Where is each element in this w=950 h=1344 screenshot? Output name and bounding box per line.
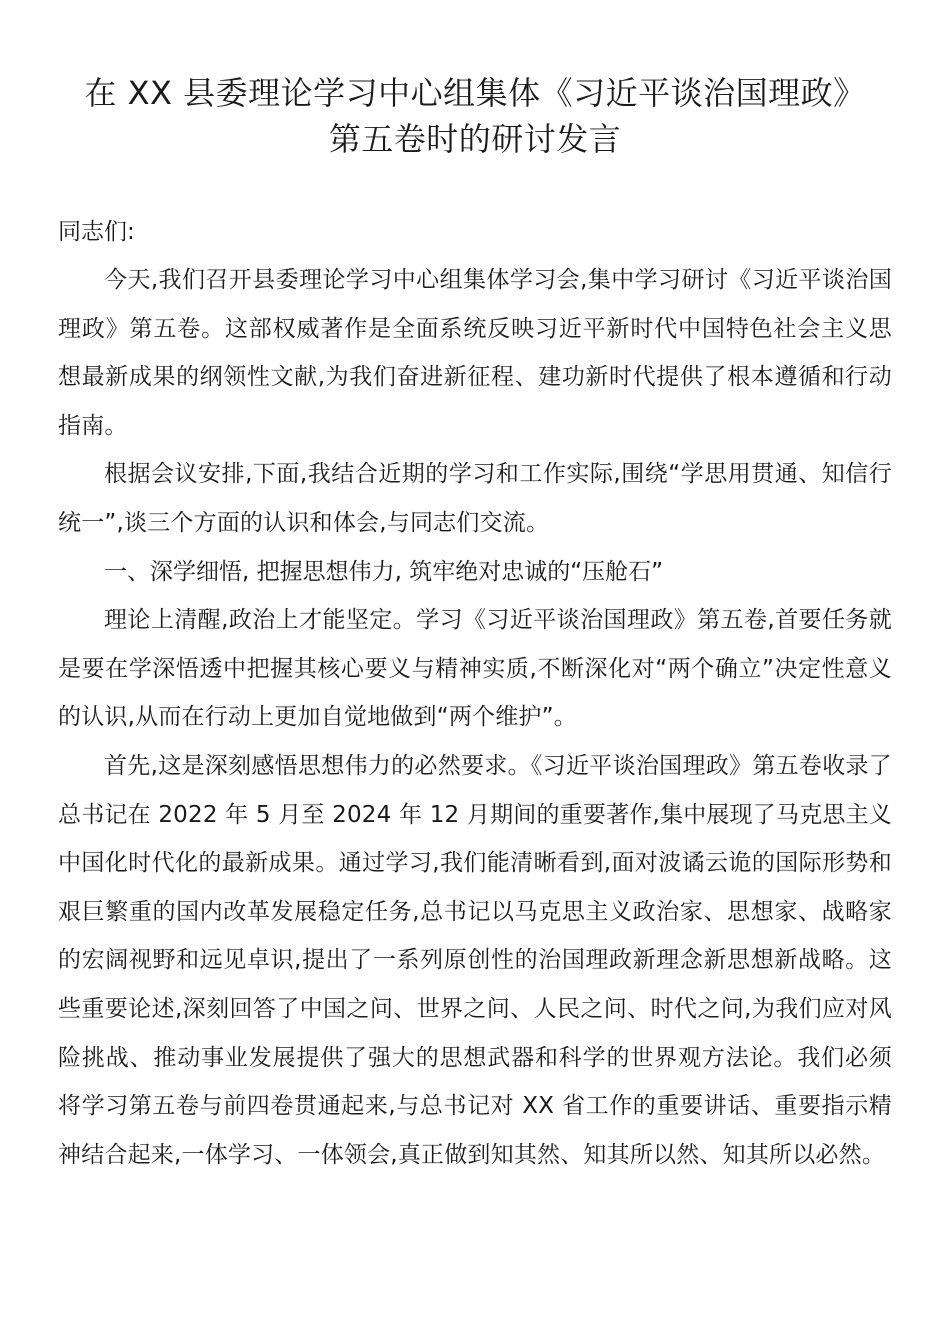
salutation: 同志们: — [58, 219, 135, 245]
section-paragraph-1: 理论上清醒,政治上才能坚定。学习《习近平谈治国理政》第五卷,首要任务就是要在学深悟透中把握其核心要义与精神实质,不断深化对“两个确立”决定性意义的认识,从而在行动上更加自觉地做到“两个维护”。 — [58, 607, 892, 731]
intro-paragraph-2: 根据会议安排,下面,我结合近期的学习和工作实际,围绕“学思用贯通、知信行统一”,谈三个方面的认识和体会,与同志们交流。 — [58, 461, 892, 536]
section-heading-1: 一、深学细悟, 把握思想伟力, 筑牢绝对忠诚的“压舱石” — [104, 558, 664, 585]
section-paragraph-2: 首先,这是深刻感悟思想伟力的必然要求。《习近平谈治国理政》第五卷收录了总书记在 2022 年 5 月至 2024 年 12 月期间的重要著作,集中展现了马克思主义中国化时代化的最新成果。通过学习,我们能清晰看到,面对波谲云诡的国际形势和艰巨繁重的国内改革发展稳定任务,总书记以马克思主义政治家、思想家、战略家的宏阔视野和远见卓识,提出了一系列原创性的治国理政新理念新思想新战略。这些重要论述,深刻回答了中国之问、世界之问、人民之问、时代之问,为我们应对风险挑战、推动事业发展提供了强大的思想武器和科学的世界观方法论。我们必须将学习第五卷与前四卷贯通起来,与总书记对 XX 省工作的重要讲话、重要指示精神结合起来,一体学习、一体领会,真正做到知其然、知其所以然、知其所以必然。 — [58, 752, 892, 1168]
title-line-2: 第五卷时的研讨发言 — [328, 120, 622, 158]
title-line-1: 在 XX 县委理论学习中心组集体《习近平谈治国理政》 — [84, 74, 866, 112]
intro-paragraph-1: 今天,我们召开县委理论学习中心组集体学习会,集中学习研讨《习近平谈治国理政》第五卷。这部权威著作是全面系统反映习近平新时代中国特色社会主义思想最新成果的纲领性文献,为我们奋进新征程、建功新时代提供了根本遵循和行动指南。 — [58, 267, 892, 439]
document-title — [58, 70, 892, 162]
